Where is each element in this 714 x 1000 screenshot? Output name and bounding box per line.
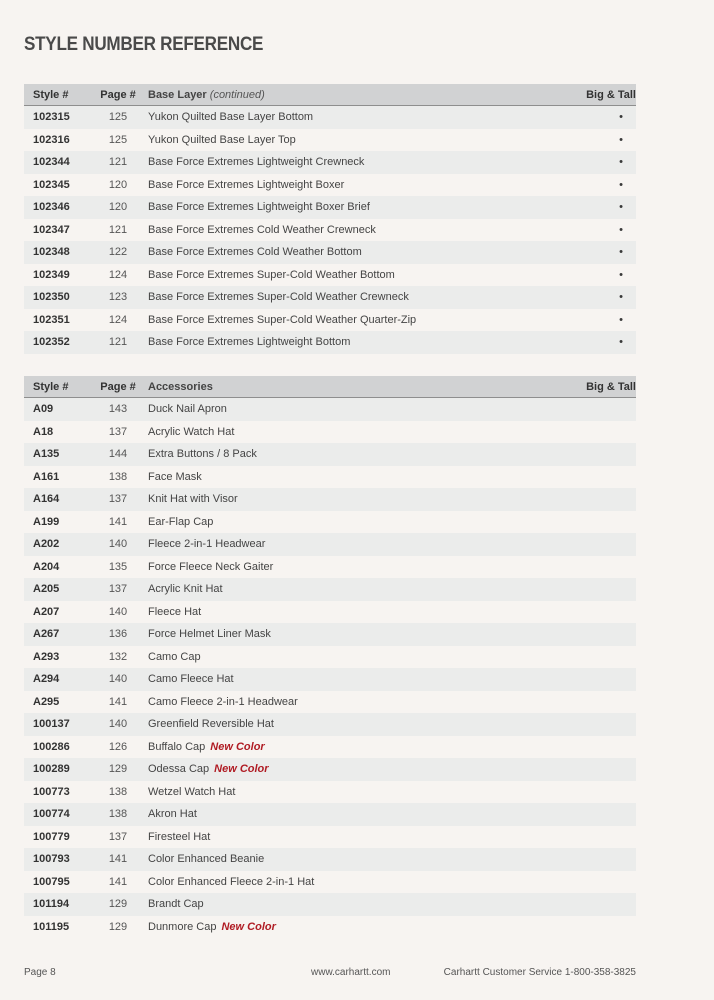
product-name: Brandt Cap — [148, 898, 204, 911]
product-name: Odessa Cap — [148, 763, 210, 776]
style-number: A294 — [33, 673, 60, 686]
page-title: STYLE NUMBER REFERENCE — [24, 34, 264, 55]
category-label: Accessories — [148, 380, 213, 393]
product-name: Yukon Quilted Base Layer Top — [148, 133, 296, 146]
product-name: Buffalo Cap — [148, 740, 206, 753]
page-number: 140 — [108, 673, 128, 686]
table-row — [24, 466, 636, 489]
table-row — [24, 893, 636, 916]
footer-website[interactable]: www.carhartt.com — [311, 967, 391, 978]
table-row — [24, 219, 636, 242]
product-name-cell — [148, 718, 576, 730]
style-number: A202 — [33, 538, 60, 551]
style-number: 100773 — [33, 785, 70, 798]
style-number: 100795 — [33, 875, 70, 888]
big-tall-marker: • — [619, 111, 623, 124]
table-row — [24, 803, 636, 826]
style-number: 102350 — [33, 291, 70, 304]
table-header — [24, 84, 636, 106]
product-name: Duck Nail Apron — [148, 403, 227, 416]
product-name-cell — [148, 786, 576, 798]
product-name: Firesteel Hat — [148, 830, 211, 843]
table-row — [24, 556, 636, 579]
big-tall-marker: • — [619, 291, 623, 304]
product-name: Force Fleece Neck Gaiter — [148, 560, 274, 573]
product-name-cell — [148, 246, 576, 258]
product-name-cell — [148, 403, 576, 415]
product-name-cell — [148, 583, 576, 595]
table-row — [24, 241, 636, 264]
footer-page-number: Page 8 — [24, 967, 56, 978]
style-number: 100286 — [33, 740, 70, 753]
header-page: Page # — [100, 380, 136, 393]
page-number: 125 — [108, 133, 128, 146]
product-name-cell — [148, 426, 576, 438]
product-name: Color Enhanced Fleece 2-in-1 Hat — [148, 875, 315, 888]
style-number: A295 — [33, 695, 60, 708]
style-number: A18 — [33, 425, 54, 438]
big-tall-marker: • — [619, 156, 623, 169]
table-row — [24, 871, 636, 894]
style-number: 102347 — [33, 223, 70, 236]
product-name: Camo Fleece 2-in-1 Headwear — [148, 695, 298, 708]
page-number: 125 — [108, 111, 128, 124]
new-color-badge: New Color — [210, 740, 265, 753]
new-color-badge: New Color — [221, 920, 276, 933]
style-number: 102352 — [33, 336, 70, 349]
style-number: A161 — [33, 470, 60, 483]
table-row — [24, 758, 636, 781]
big-tall-marker: • — [619, 313, 623, 326]
style-number: A135 — [33, 448, 60, 461]
product-name: Acrylic Watch Hat — [148, 425, 235, 438]
table-row — [24, 129, 636, 152]
page-number: 137 — [108, 583, 128, 596]
product-name: Fleece 2-in-1 Headwear — [148, 538, 266, 551]
page-number: 120 — [108, 178, 128, 191]
product-name-cell — [148, 561, 576, 573]
style-number: A293 — [33, 650, 60, 663]
product-name-cell — [148, 134, 576, 146]
page-number: 120 — [108, 201, 128, 214]
product-name: Ear-Flap Cap — [148, 515, 214, 528]
style-number: 102345 — [33, 178, 70, 191]
table-row — [24, 646, 636, 669]
table-row — [24, 826, 636, 849]
style-number: 102351 — [33, 313, 70, 326]
table-row — [24, 668, 636, 691]
product-name: Akron Hat — [148, 808, 197, 821]
style-number: A205 — [33, 583, 60, 596]
table-row — [24, 151, 636, 174]
style-number: 102348 — [33, 246, 70, 259]
table-row — [24, 398, 636, 421]
page-number: 140 — [108, 538, 128, 551]
big-tall-marker: • — [619, 133, 623, 146]
product-name-cell — [148, 314, 576, 326]
page-number: 129 — [108, 920, 128, 933]
product-name-cell — [148, 898, 576, 910]
page-number: 126 — [108, 740, 128, 753]
page-number: 123 — [108, 291, 128, 304]
style-number: 100137 — [33, 718, 70, 731]
product-name-cell — [148, 651, 576, 663]
product-name: Base Force Extremes Lightweight Crewneck — [148, 156, 365, 169]
product-name-cell — [148, 921, 576, 933]
product-name-cell — [148, 179, 576, 191]
product-name-cell — [148, 156, 576, 168]
product-name: Base Force Extremes Super-Cold Weather Quarter-Zip — [148, 313, 417, 326]
product-name: Base Force Extremes Lightweight Bottom — [148, 336, 351, 349]
footer-customer-service: Carhartt Customer Service 1-800-358-3825 — [443, 967, 636, 978]
page-number: 121 — [108, 336, 128, 349]
page-number: 138 — [108, 808, 128, 821]
product-name: Wetzel Watch Hat — [148, 785, 236, 798]
page-number: 138 — [108, 470, 128, 483]
table-row — [24, 691, 636, 714]
product-name-cell — [148, 471, 576, 483]
header-category — [148, 89, 576, 101]
product-name: Camo Fleece Hat — [148, 673, 234, 686]
style-number: 102346 — [33, 201, 70, 214]
category-label: Base Layer — [148, 88, 207, 101]
style-number: 102315 — [33, 111, 70, 124]
table-row — [24, 848, 636, 871]
style-number: 102344 — [33, 156, 70, 169]
table-row — [24, 443, 636, 466]
table-row — [24, 196, 636, 219]
page-number: 140 — [108, 718, 128, 731]
page-number: 136 — [108, 628, 128, 641]
page-number: 144 — [108, 448, 128, 461]
product-name: Yukon Quilted Base Layer Bottom — [148, 111, 314, 124]
page-number: 137 — [108, 493, 128, 506]
page-number: 141 — [108, 875, 128, 888]
new-color-badge: New Color — [214, 763, 269, 776]
product-name-cell — [148, 628, 576, 640]
product-name-cell — [148, 606, 576, 618]
page-number: 140 — [108, 605, 128, 618]
product-name: Dunmore Cap — [148, 920, 217, 933]
product-name-cell — [148, 673, 576, 685]
page-number: 137 — [108, 830, 128, 843]
style-number: 100774 — [33, 808, 70, 821]
page-number: 132 — [108, 650, 128, 663]
table-row — [24, 264, 636, 287]
big-tall-marker: • — [619, 223, 623, 236]
page-number: 121 — [108, 223, 128, 236]
product-name: Base Force Extremes Super-Cold Weather Crewneck — [148, 291, 409, 304]
table-row — [24, 488, 636, 511]
category-note: (continued) — [209, 88, 265, 101]
table-row — [24, 781, 636, 804]
product-name-cell — [148, 538, 576, 550]
product-name: Base Force Extremes Super-Cold Weather Bottom — [148, 268, 395, 281]
product-name-cell — [148, 201, 576, 213]
page-number: 141 — [108, 695, 128, 708]
product-name-cell — [148, 853, 576, 865]
product-name-cell — [148, 224, 576, 236]
page-number: 129 — [108, 763, 128, 776]
table-row — [24, 578, 636, 601]
style-number: 102316 — [33, 133, 70, 146]
table-row — [24, 916, 636, 939]
product-name: Fleece Hat — [148, 605, 202, 618]
product-name: Base Force Extremes Lightweight Boxer — [148, 178, 345, 191]
big-tall-marker: • — [619, 246, 623, 259]
style-number: 100289 — [33, 763, 70, 776]
table-row — [24, 601, 636, 624]
product-name-cell — [148, 831, 576, 843]
table-row — [24, 533, 636, 556]
style-number: 100793 — [33, 853, 70, 866]
product-name-cell — [148, 291, 576, 303]
product-name-cell — [148, 516, 576, 528]
table-row — [24, 713, 636, 736]
style-number: 101195 — [33, 920, 70, 933]
product-name-cell — [148, 741, 576, 753]
style-number: A164 — [33, 493, 60, 506]
table-row — [24, 623, 636, 646]
style-number: 101194 — [33, 898, 70, 911]
product-name: Face Mask — [148, 470, 202, 483]
product-name: Greenfield Reversible Hat — [148, 718, 274, 731]
accessories-table — [24, 376, 636, 938]
product-name-cell — [148, 763, 576, 775]
page-number: 122 — [108, 246, 128, 259]
big-tall-marker: • — [619, 268, 623, 281]
product-name-cell — [148, 493, 576, 505]
big-tall-marker: • — [619, 201, 623, 214]
product-name-cell — [148, 696, 576, 708]
table-row — [24, 174, 636, 197]
table-row — [24, 286, 636, 309]
big-tall-marker: • — [619, 336, 623, 349]
style-number: A207 — [33, 605, 60, 618]
product-name: Knit Hat with Visor — [148, 493, 238, 506]
header-category — [148, 381, 576, 393]
product-name: Base Force Extremes Cold Weather Crewneck — [148, 223, 376, 236]
style-number: A267 — [33, 628, 60, 641]
style-number: A199 — [33, 515, 60, 528]
page-number: 124 — [108, 313, 128, 326]
style-number: A09 — [33, 403, 54, 416]
product-name-cell — [148, 269, 576, 281]
page-number: 143 — [108, 403, 128, 416]
style-number: A204 — [33, 560, 60, 573]
big-tall-marker: • — [619, 178, 623, 191]
product-name: Camo Cap — [148, 650, 201, 663]
style-number: 100779 — [33, 830, 70, 843]
product-name: Force Helmet Liner Mask — [148, 628, 271, 641]
product-name: Base Force Extremes Lightweight Boxer Brief — [148, 201, 370, 214]
header-big-tall: Big & Tall — [586, 88, 636, 101]
page-number: 141 — [108, 853, 128, 866]
product-name-cell — [148, 876, 576, 888]
product-name: Acrylic Knit Hat — [148, 583, 223, 596]
header-style: Style # — [33, 88, 69, 101]
product-name: Color Enhanced Beanie — [148, 853, 265, 866]
product-name-cell — [148, 808, 576, 820]
table-row — [24, 309, 636, 332]
page-number: 121 — [108, 156, 128, 169]
page-number: 129 — [108, 898, 128, 911]
product-name: Extra Buttons / 8 Pack — [148, 448, 257, 461]
header-style: Style # — [33, 380, 69, 393]
product-name-cell — [148, 448, 576, 460]
header-page: Page # — [100, 88, 136, 101]
table-header — [24, 376, 636, 398]
page-number: 135 — [108, 560, 128, 573]
page-number: 141 — [108, 515, 128, 528]
table-row — [24, 511, 636, 534]
header-big-tall: Big & Tall — [586, 380, 636, 393]
table-row — [24, 331, 636, 354]
base-layer-table — [24, 84, 636, 354]
style-number: 102349 — [33, 268, 70, 281]
table-row — [24, 106, 636, 129]
product-name-cell — [148, 336, 576, 348]
page-number: 124 — [108, 268, 128, 281]
page-number: 137 — [108, 425, 128, 438]
table-row — [24, 421, 636, 444]
product-name-cell — [148, 111, 576, 123]
table-row — [24, 736, 636, 759]
page-number: 138 — [108, 785, 128, 798]
product-name: Base Force Extremes Cold Weather Bottom — [148, 246, 362, 259]
